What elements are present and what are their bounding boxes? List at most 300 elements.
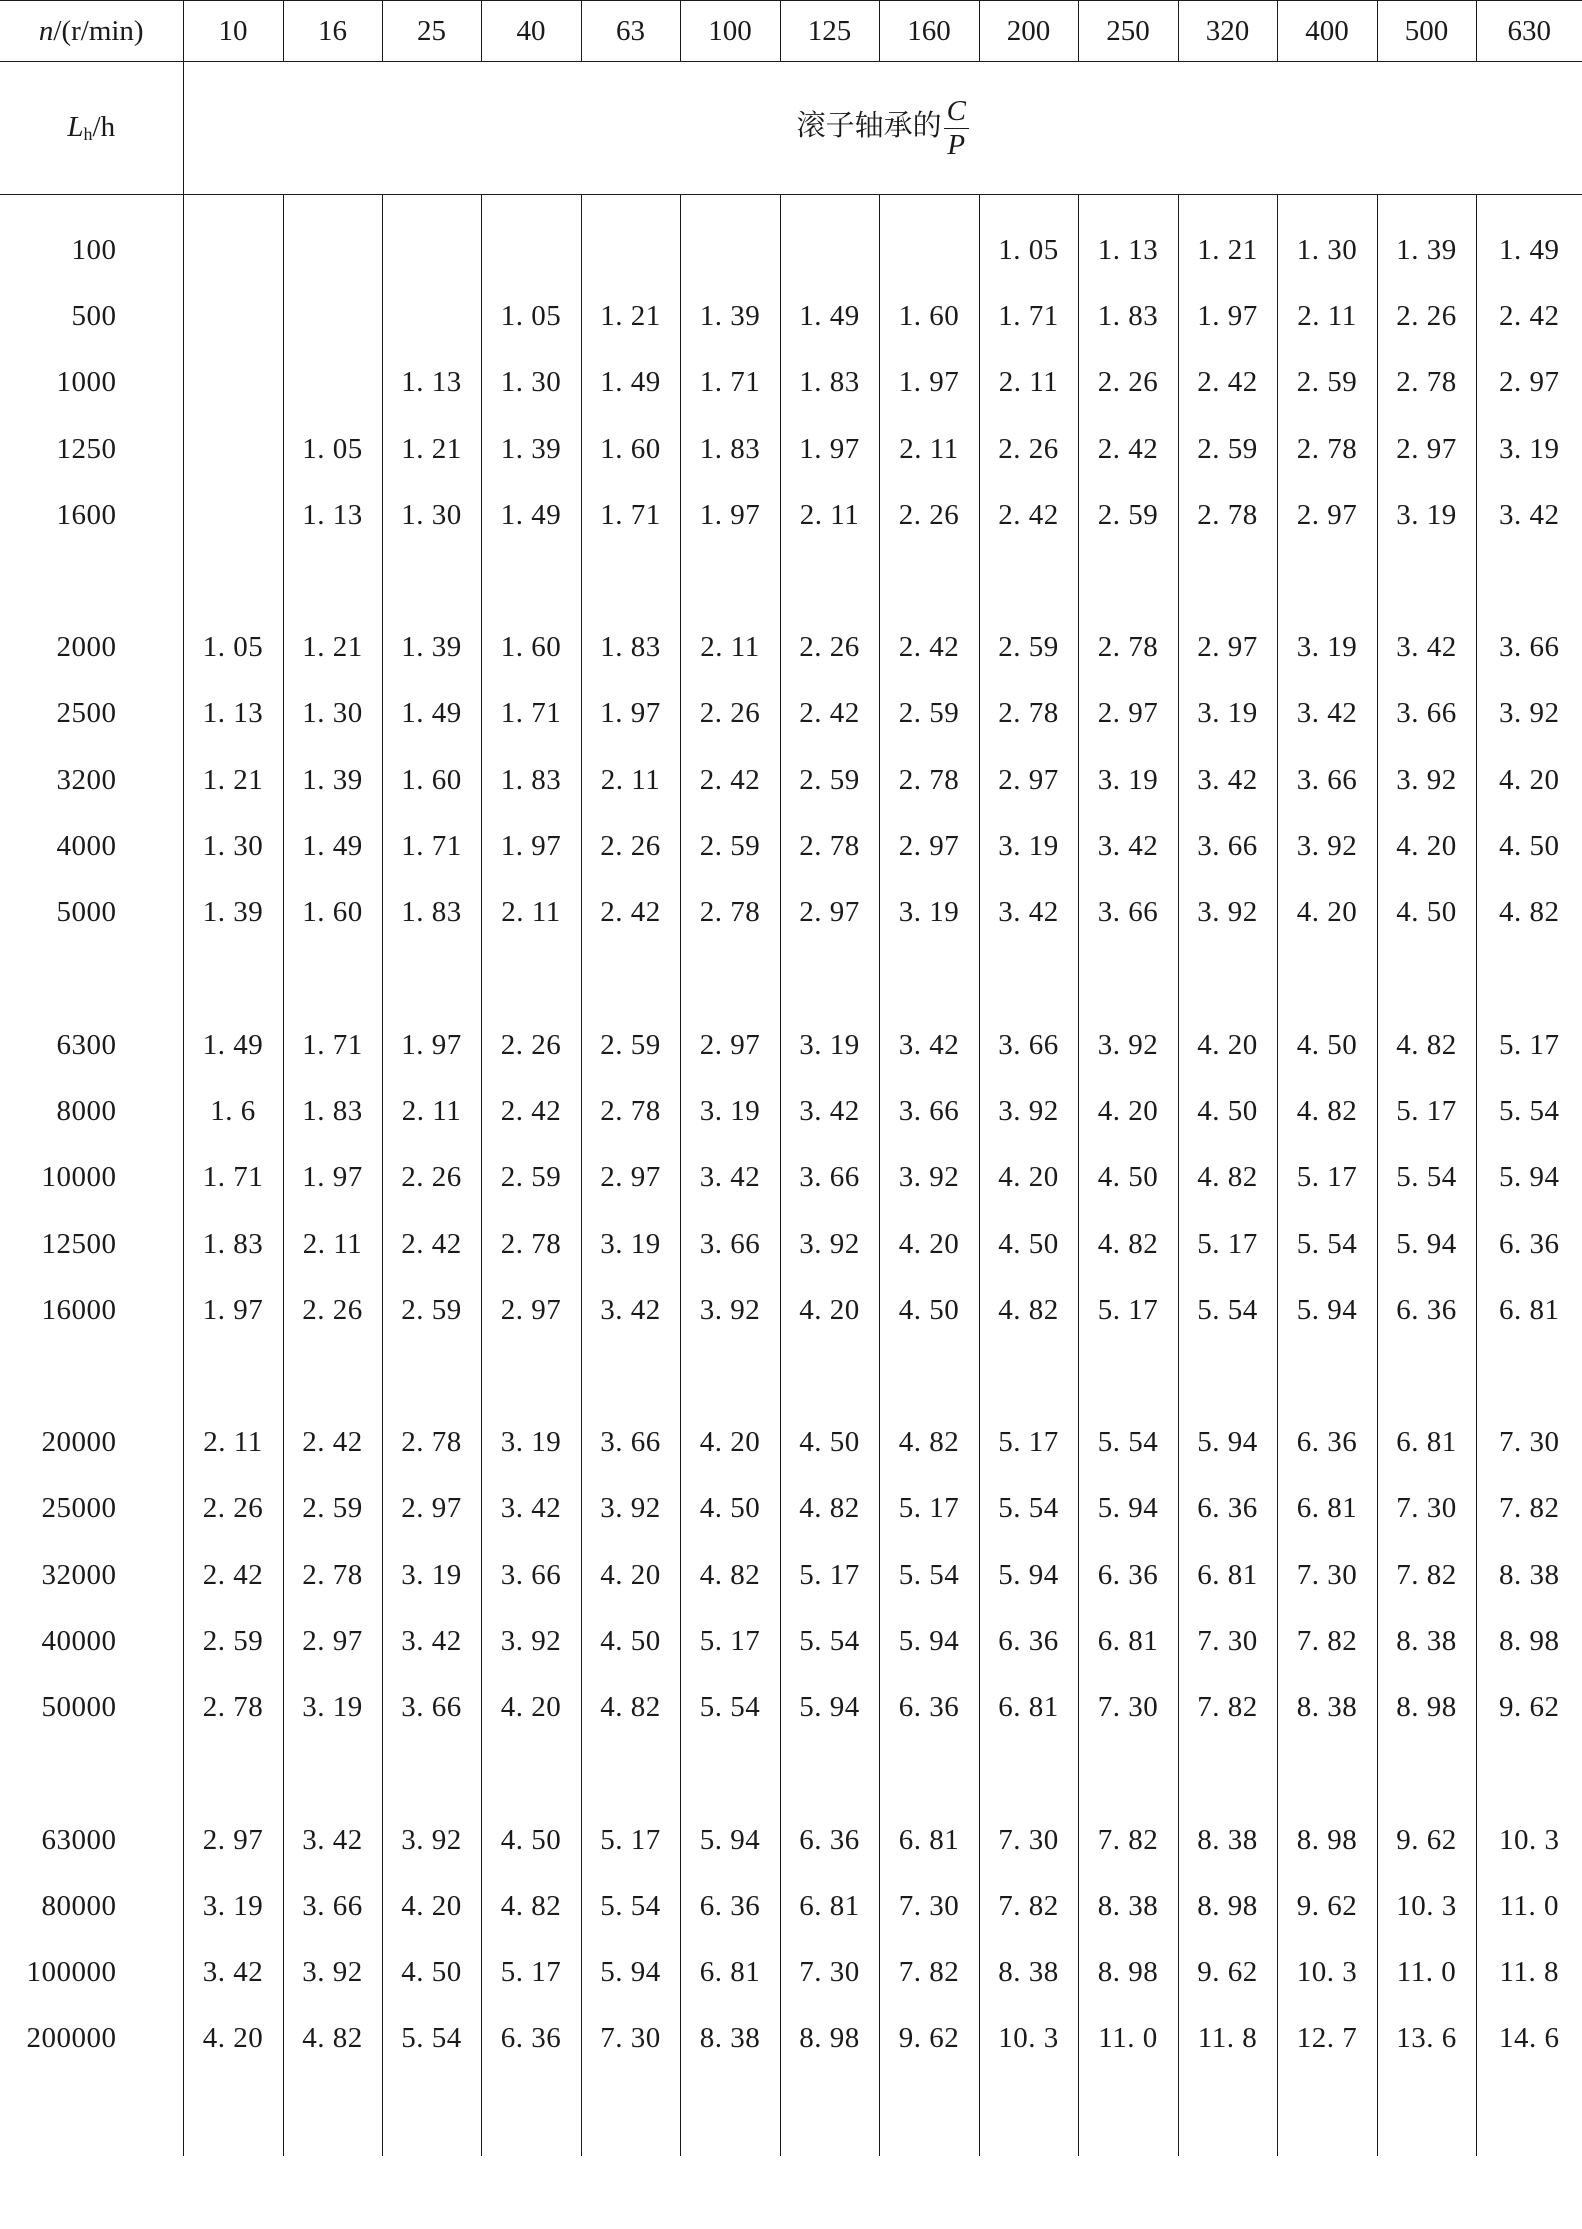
speed-col-header: 630 <box>1476 1 1582 62</box>
ratio-value-cell: 3. 19 <box>283 1675 382 1741</box>
ratio-value-cell <box>283 350 382 416</box>
ratio-value-cell: 2. 11 <box>283 1211 382 1277</box>
ratio-value-cell: 4. 20 <box>581 1542 680 1608</box>
life-hours-cell: 12500 <box>41 1227 117 1260</box>
ratio-value-cell: 3. 92 <box>481 1608 581 1674</box>
ratio-value-cell: 5. 94 <box>1178 1409 1277 1475</box>
spacer-cell <box>1178 2072 1277 2156</box>
ratio-value-cell: 4. 82 <box>680 1542 780 1608</box>
ratio-value-cell: 8. 98 <box>1178 1873 1277 1939</box>
ratio-value-cell: 2. 26 <box>979 416 1078 482</box>
ratio-value-cell: 2. 97 <box>581 1145 680 1211</box>
ratio-value-cell: 4. 20 <box>481 1675 581 1741</box>
group-spacer <box>0 1741 1582 1807</box>
ratio-value-cell: 2. 78 <box>979 681 1078 747</box>
ratio-value-cell: 8. 98 <box>780 2006 879 2072</box>
ratio-value-cell: 2. 26 <box>780 614 879 680</box>
speed-col-header: 400 <box>1277 1 1377 62</box>
spacer-cell <box>1078 548 1178 614</box>
ratio-value-cell: 3. 42 <box>780 1078 879 1144</box>
ratio-value-cell: 2. 11 <box>1277 283 1377 349</box>
ratio-value-cell: 9. 62 <box>1377 1807 1476 1873</box>
ratio-value-cell: 2. 42 <box>780 681 879 747</box>
spacer-cell <box>979 1741 1078 1807</box>
ratio-value-cell: 2. 97 <box>1476 350 1582 416</box>
ratio-value-cell: 2. 78 <box>780 813 879 879</box>
ratio-value-cell: 8. 98 <box>1476 1608 1582 1674</box>
ratio-value-cell: 8. 98 <box>1277 1807 1377 1873</box>
ratio-value-cell: 1. 30 <box>283 681 382 747</box>
table-row <box>0 2006 1582 2072</box>
ratio-value-cell: 3. 42 <box>1178 747 1277 813</box>
life-hours-cell: 80000 <box>41 1889 117 1922</box>
table-row <box>0 880 1582 946</box>
ratio-value-cell: 4. 20 <box>1277 880 1377 946</box>
life-hours-cell: 6300 <box>56 1028 117 1061</box>
ratio-value-cell: 2. 97 <box>1078 681 1178 747</box>
ratio-value-cell: 2. 97 <box>1377 416 1476 482</box>
life-hours-cell: 200000 <box>26 2022 117 2055</box>
ratio-value-cell: 7. 30 <box>1476 1409 1582 1475</box>
ratio-value-cell: 3. 42 <box>581 1277 680 1343</box>
ratio-value-cell: 1. 13 <box>1078 195 1178 284</box>
spacer-cell <box>1377 548 1476 614</box>
ratio-value-cell: 11. 0 <box>1377 1940 1476 2006</box>
ratio-value-cell: 5. 94 <box>780 1675 879 1741</box>
speed-col-header: 16 <box>283 1 382 62</box>
ratio-value-cell: 3. 66 <box>680 1211 780 1277</box>
speed-col-header: 40 <box>481 1 581 62</box>
ratio-value-cell: 2. 42 <box>183 1542 283 1608</box>
ratio-value-cell: 3. 92 <box>879 1145 979 1211</box>
spacer-cell <box>680 548 780 614</box>
ratio-value-cell: 1. 97 <box>680 482 780 548</box>
ratio-value-cell: 5. 17 <box>780 1542 879 1608</box>
life-hours-cell: 10000 <box>41 1161 117 1194</box>
ratio-label: 滚子轴承的 <box>796 109 942 142</box>
table-row <box>0 482 1582 548</box>
table-row <box>0 1078 1582 1144</box>
ratio-value-cell: 5. 17 <box>879 1476 979 1542</box>
ratio-value-cell: 1. 39 <box>382 614 481 680</box>
life-hours-cell: 8000 <box>56 1094 117 1127</box>
ratio-value-cell: 2. 97 <box>283 1608 382 1674</box>
ratio-value-cell: 1. 71 <box>283 1012 382 1078</box>
ratio-value-cell: 3. 42 <box>1078 813 1178 879</box>
ratio-value-cell: 4. 50 <box>1178 1078 1277 1144</box>
spacer-cell <box>283 548 382 614</box>
ratio-value-cell: 1. 60 <box>581 416 680 482</box>
ratio-value-cell: 1. 30 <box>1277 195 1377 284</box>
ratio-value-cell: 1. 30 <box>481 350 581 416</box>
ratio-value-cell: 13. 6 <box>1377 2006 1476 2072</box>
ratio-value-cell: 3. 92 <box>979 1078 1078 1144</box>
ratio-value-cell: 1. 39 <box>481 416 581 482</box>
ratio-value-cell: 2. 11 <box>680 614 780 680</box>
ratio-value-cell: 3. 42 <box>382 1608 481 1674</box>
ratio-value-cell: 2. 59 <box>581 1012 680 1078</box>
ratio-value-cell: 6. 36 <box>780 1807 879 1873</box>
ratio-value-cell: 6. 81 <box>1377 1409 1476 1475</box>
ratio-value-cell: 4. 82 <box>1178 1145 1277 1211</box>
speed-header-row <box>0 1 1582 62</box>
ratio-numerator: C <box>944 97 969 129</box>
speed-col-header: 100 <box>680 1 780 62</box>
spacer-cell <box>879 946 979 1012</box>
ratio-value-cell: 11. 0 <box>1476 1873 1582 1939</box>
spacer-cell <box>979 2072 1078 2156</box>
ratio-denominator: P <box>947 128 966 161</box>
ratio-value-cell: 6. 36 <box>1377 1277 1476 1343</box>
ratio-value-cell: 7. 82 <box>1377 1542 1476 1608</box>
spacer-cell <box>1178 1343 1277 1409</box>
ratio-value-cell: 8. 98 <box>1078 1940 1178 2006</box>
ratio-value-cell: 3. 19 <box>183 1873 283 1939</box>
ratio-value-cell: 3. 66 <box>1476 614 1582 680</box>
spacer-cell <box>1078 1741 1178 1807</box>
ratio-value-cell: 2. 59 <box>680 813 780 879</box>
speed-col-header: 320 <box>1178 1 1277 62</box>
ratio-value-cell: 2. 97 <box>780 880 879 946</box>
ratio-value-cell: 8. 98 <box>1377 1675 1476 1741</box>
ratio-value-cell: 3. 42 <box>1277 681 1377 747</box>
life-hours-cell: 32000 <box>41 1558 117 1591</box>
spacer-cell <box>1277 548 1377 614</box>
ratio-value-cell: 4. 50 <box>879 1277 979 1343</box>
ratio-value-cell: 5. 54 <box>780 1608 879 1674</box>
ratio-value-cell: 2. 26 <box>1377 283 1476 349</box>
ratio-value-cell: 3. 42 <box>481 1476 581 1542</box>
ratio-value-cell: 3. 19 <box>1377 482 1476 548</box>
ratio-value-cell: 4. 82 <box>1377 1012 1476 1078</box>
ratio-value-cell <box>581 195 680 284</box>
ratio-value-cell: 1. 60 <box>879 283 979 349</box>
ratio-value-cell: 1. 49 <box>1476 195 1582 284</box>
ratio-value-cell: 1. 97 <box>581 681 680 747</box>
life-hours-cell: 500 <box>71 299 117 332</box>
ratio-value-cell: 8. 38 <box>680 2006 780 2072</box>
life-hours-cell: 3200 <box>56 763 117 796</box>
ratio-value-cell: 1. 83 <box>382 880 481 946</box>
spacer-cell <box>183 946 283 1012</box>
ratio-value-cell: 1. 39 <box>183 880 283 946</box>
ratio-value-cell: 1. 21 <box>1178 195 1277 284</box>
life-hours-cell: 50000 <box>41 1691 117 1724</box>
ratio-value-cell: 4. 20 <box>1476 747 1582 813</box>
ratio-value-cell: 1. 71 <box>481 681 581 747</box>
spacer-cell <box>183 1741 283 1807</box>
ratio-value-cell: 3. 42 <box>979 880 1078 946</box>
spacer-cell <box>481 1741 581 1807</box>
ratio-value-cell: 3. 92 <box>581 1476 680 1542</box>
ratio-value-cell: 7. 30 <box>1178 1608 1277 1674</box>
ratio-value-cell: 4. 82 <box>283 2006 382 2072</box>
ratio-value-cell: 1. 30 <box>183 813 283 879</box>
ratio-value-cell: 4. 50 <box>581 1608 680 1674</box>
spacer-cell <box>283 946 382 1012</box>
ratio-value-cell: 5. 17 <box>1277 1145 1377 1211</box>
ratio-value-cell: 2. 26 <box>283 1277 382 1343</box>
ratio-value-cell: 2. 42 <box>680 747 780 813</box>
table-row <box>0 813 1582 879</box>
ratio-value-cell: 8. 38 <box>1178 1807 1277 1873</box>
spacer-cell <box>1078 946 1178 1012</box>
ratio-value-cell: 4. 82 <box>581 1675 680 1741</box>
ratio-value-cell <box>481 195 581 284</box>
ratio-value-cell: 5. 94 <box>581 1940 680 2006</box>
ratio-value-cell: 3. 42 <box>1377 614 1476 680</box>
ratio-value-cell: 3. 66 <box>780 1145 879 1211</box>
ratio-value-cell: 5. 17 <box>1476 1012 1582 1078</box>
spacer-cell <box>1078 1343 1178 1409</box>
ratio-value-cell: 3. 66 <box>1377 681 1476 747</box>
ratio-value-cell: 1. 97 <box>382 1012 481 1078</box>
ratio-value-cell: 7. 30 <box>780 1940 879 2006</box>
ratio-value-cell: 3. 42 <box>680 1145 780 1211</box>
ratio-value-cell: 2. 11 <box>382 1078 481 1144</box>
table-row <box>0 614 1582 680</box>
ratio-value-cell: 4. 82 <box>1476 880 1582 946</box>
life-hours-cell: 1600 <box>56 498 117 531</box>
ratio-value-cell: 2. 26 <box>481 1012 581 1078</box>
spacer-cell <box>382 2072 481 2156</box>
ratio-value-cell: 9. 62 <box>1476 1675 1582 1741</box>
ratio-value-cell: 4. 20 <box>680 1409 780 1475</box>
ratio-value-cell: 4. 82 <box>1277 1078 1377 1144</box>
ratio-value-cell: 2. 59 <box>979 614 1078 680</box>
ratio-value-cell: 2. 97 <box>1178 614 1277 680</box>
table-row <box>0 1542 1582 1608</box>
ratio-value-cell: 10. 3 <box>1377 1873 1476 1939</box>
ratio-value-cell: 3. 19 <box>979 813 1078 879</box>
ratio-value-cell: 1. 71 <box>979 283 1078 349</box>
ratio-value-cell: 5. 54 <box>1377 1145 1476 1211</box>
ratio-value-cell: 9. 62 <box>1178 1940 1277 2006</box>
ratio-value-cell: 4. 50 <box>1377 880 1476 946</box>
life-hours-cell: 100000 <box>26 1956 117 1989</box>
ratio-value-cell: 5. 17 <box>1078 1277 1178 1343</box>
ratio-value-cell: 1. 21 <box>382 416 481 482</box>
spacer-cell <box>780 946 879 1012</box>
ratio-value-cell: 5. 54 <box>1078 1409 1178 1475</box>
spacer-cell <box>979 946 1078 1012</box>
ratio-value-cell: 2. 11 <box>581 747 680 813</box>
ratio-value-cell: 2. 11 <box>780 482 879 548</box>
ratio-value-cell: 2. 97 <box>481 1277 581 1343</box>
spacer-cell <box>1476 946 1582 1012</box>
ratio-value-cell <box>183 416 283 482</box>
ratio-value-cell: 3. 19 <box>1277 614 1377 680</box>
ratio-value-cell: 9. 62 <box>879 2006 979 2072</box>
ratio-value-cell <box>183 482 283 548</box>
table-row <box>0 1873 1582 1939</box>
ratio-value-cell: 1. 21 <box>581 283 680 349</box>
ratio-value-cell: 10. 3 <box>1277 1940 1377 2006</box>
spacer-cell <box>1277 1343 1377 1409</box>
ratio-value-cell: 4. 50 <box>1277 1012 1377 1078</box>
spacer-cell <box>780 548 879 614</box>
ratio-value-cell: 2. 78 <box>283 1542 382 1608</box>
ratio-value-cell: 2. 78 <box>382 1409 481 1475</box>
ratio-value-cell: 3. 19 <box>1078 747 1178 813</box>
ratio-value-cell: 2. 26 <box>680 681 780 747</box>
speed-symbol: n <box>38 14 54 47</box>
spacer-cell <box>1178 548 1277 614</box>
ratio-value-cell: 2. 26 <box>183 1476 283 1542</box>
ratio-value-cell: 3. 92 <box>680 1277 780 1343</box>
table-row <box>0 416 1582 482</box>
spacer-cell <box>879 548 979 614</box>
ratio-value-cell: 11. 0 <box>1078 2006 1178 2072</box>
ratio-value-cell: 1. 21 <box>283 614 382 680</box>
ratio-value-cell: 3. 66 <box>1277 747 1377 813</box>
speed-col-header: 25 <box>382 1 481 62</box>
ratio-value-cell: 1. 30 <box>382 482 481 548</box>
life-subscript: h <box>83 124 93 144</box>
spacer-cell <box>0 2072 183 2156</box>
spacer-cell <box>780 1741 879 1807</box>
spacer-cell <box>979 548 1078 614</box>
ratio-value-cell: 1. 49 <box>382 681 481 747</box>
life-hours-cell: 40000 <box>41 1624 117 1657</box>
table-row <box>0 195 1582 284</box>
ratio-value-cell: 3. 92 <box>382 1807 481 1873</box>
ratio-value-cell: 1. 49 <box>581 350 680 416</box>
spacer-cell <box>183 2072 283 2156</box>
ratio-value-cell: 5. 17 <box>481 1940 581 2006</box>
ratio-value-cell: 6. 36 <box>1178 1476 1277 1542</box>
ratio-value-cell: 1. 39 <box>283 747 382 813</box>
table-row <box>0 1277 1582 1343</box>
ratio-value-cell: 5. 17 <box>1178 1211 1277 1277</box>
ratio-value-cell: 1. 39 <box>1377 195 1476 284</box>
ratio-value-cell: 5. 94 <box>979 1542 1078 1608</box>
ratio-value-cell: 11. 8 <box>1178 2006 1277 2072</box>
ratio-value-cell: 1. 83 <box>183 1211 283 1277</box>
ratio-value-cell: 4. 82 <box>979 1277 1078 1343</box>
ratio-value-cell: 2. 78 <box>183 1675 283 1741</box>
ratio-value-cell: 4. 20 <box>1178 1012 1277 1078</box>
ratio-value-cell: 6. 81 <box>1178 1542 1277 1608</box>
ratio-value-cell: 2. 42 <box>1178 350 1277 416</box>
ratio-value-cell: 2. 42 <box>481 1078 581 1144</box>
ratio-value-cell: 3. 92 <box>1377 747 1476 813</box>
ratio-value-cell: 3. 42 <box>183 1940 283 2006</box>
ratio-value-cell: 1. 71 <box>183 1145 283 1211</box>
ratio-value-cell: 6. 81 <box>879 1807 979 1873</box>
ratio-value-cell: 5. 54 <box>581 1873 680 1939</box>
ratio-value-cell: 1. 83 <box>283 1078 382 1144</box>
ratio-value-cell: 1. 97 <box>780 416 879 482</box>
ratio-value-cell: 2. 59 <box>183 1608 283 1674</box>
ratio-value-cell: 6. 81 <box>780 1873 879 1939</box>
spacer-cell <box>780 1343 879 1409</box>
ratio-value-cell: 1. 49 <box>283 813 382 879</box>
spacer-cell <box>382 946 481 1012</box>
speed-unit: /(r/min) <box>53 14 144 47</box>
spacer-cell <box>680 946 780 1012</box>
spacer-cell <box>0 1343 183 1409</box>
spacer-cell <box>183 548 283 614</box>
ratio-value-cell: 4. 50 <box>1476 813 1582 879</box>
ratio-value-cell: 5. 54 <box>1476 1078 1582 1144</box>
ratio-value-cell <box>382 195 481 284</box>
ratio-value-cell: 6. 36 <box>680 1873 780 1939</box>
ratio-value-cell: 4. 50 <box>680 1476 780 1542</box>
spacer-cell <box>1476 1741 1582 1807</box>
spacer-cell <box>283 1343 382 1409</box>
spacer-cell <box>879 1343 979 1409</box>
table-row <box>0 1409 1582 1475</box>
ratio-value-cell: 3. 66 <box>979 1012 1078 1078</box>
speed-header-label <box>0 1 183 62</box>
ratio-value-cell: 1. 71 <box>581 482 680 548</box>
ratio-value-cell: 6. 36 <box>1476 1211 1582 1277</box>
ratio-value-cell: 1. 71 <box>680 350 780 416</box>
ratio-value-cell: 2. 26 <box>581 813 680 879</box>
ratio-value-cell: 4. 82 <box>481 1873 581 1939</box>
ratio-value-cell: 1. 71 <box>382 813 481 879</box>
ratio-value-cell: 1. 60 <box>481 614 581 680</box>
ratio-value-cell: 1. 97 <box>879 350 979 416</box>
ratio-value-cell: 4. 20 <box>979 1145 1078 1211</box>
speed-col-header: 63 <box>581 1 680 62</box>
life-hours-cell: 1000 <box>56 366 117 399</box>
ratio-value-cell: 4. 20 <box>183 2006 283 2072</box>
ratio-value-cell: 2. 11 <box>979 350 1078 416</box>
speed-col-header: 250 <box>1078 1 1178 62</box>
table-row <box>0 283 1582 349</box>
ratio-value-cell: 6. 36 <box>879 1675 979 1741</box>
ratio-value-cell: 3. 66 <box>481 1542 581 1608</box>
ratio-value-cell: 9. 62 <box>1277 1873 1377 1939</box>
ratio-value-cell: 1. 05 <box>481 283 581 349</box>
spacer-cell <box>382 548 481 614</box>
ratio-value-cell: 3. 66 <box>879 1078 979 1144</box>
ratio-value-cell: 3. 92 <box>1476 681 1582 747</box>
ratio-value-cell: 1. 83 <box>780 350 879 416</box>
ratio-value-cell: 14. 6 <box>1476 2006 1582 2072</box>
ratio-value-cell: 2. 42 <box>879 614 979 680</box>
life-hours-cell: 16000 <box>41 1293 117 1326</box>
ratio-value-cell: 6. 36 <box>1078 1542 1178 1608</box>
ratio-value-cell: 3. 19 <box>780 1012 879 1078</box>
ratio-value-cell: 3. 92 <box>780 1211 879 1277</box>
ratio-value-cell: 8. 38 <box>979 1940 1078 2006</box>
ratio-value-cell: 1. 13 <box>283 482 382 548</box>
ratio-value-cell: 2. 78 <box>1377 350 1476 416</box>
ratio-value-cell: 2. 78 <box>1277 416 1377 482</box>
ratio-value-cell: 1. 83 <box>481 747 581 813</box>
ratio-value-cell: 3. 19 <box>879 880 979 946</box>
spacer-cell <box>0 946 183 1012</box>
ratio-value-cell: 3. 19 <box>581 1211 680 1277</box>
ratio-value-cell: 2. 59 <box>879 681 979 747</box>
ratio-value-cell: 1. 97 <box>283 1145 382 1211</box>
ratio-value-cell: 4. 20 <box>382 1873 481 1939</box>
ratio-value-cell: 1. 60 <box>283 880 382 946</box>
ratio-value-cell <box>879 195 979 284</box>
spacer-cell <box>481 946 581 1012</box>
spacer-cell <box>1277 946 1377 1012</box>
group-spacer <box>0 548 1582 614</box>
spacer-cell <box>1476 2072 1582 2156</box>
group-spacer <box>0 946 1582 1012</box>
spacer-cell <box>382 1741 481 1807</box>
ratio-value-cell: 4. 82 <box>1078 1211 1178 1277</box>
ratio-value-cell: 1. 05 <box>979 195 1078 284</box>
table-body <box>0 195 1582 2157</box>
